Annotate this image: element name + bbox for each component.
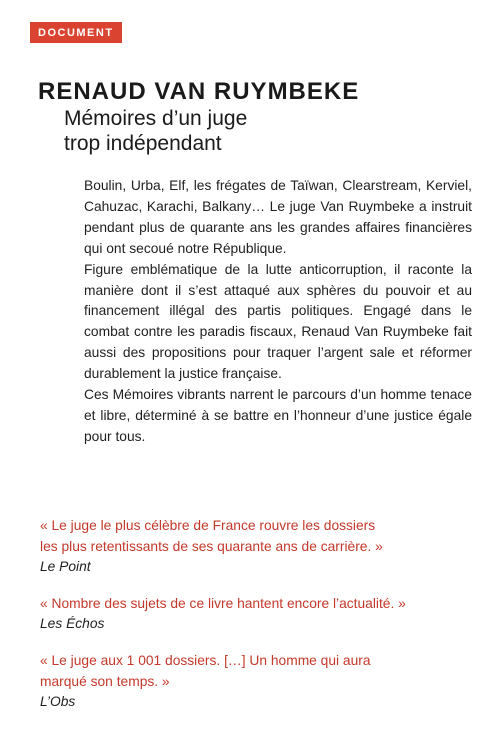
- press-quote: [40, 515, 480, 577]
- subtitle-line: trop indépendant: [64, 132, 222, 155]
- quote-text: [40, 650, 480, 692]
- quote-text: [40, 593, 480, 614]
- blurb-paragraph: Ces Mémoires vibrants narrent le parcours d’un homme tenace et libre, déterminé à se battre en l’honneur d’une justice égale pour tous.: [84, 387, 472, 444]
- press-quote: [40, 593, 480, 634]
- subtitle-line: Mémoires d’un juge: [64, 107, 248, 130]
- quote-line: « Nombre des sujets de ce livre hantent encore l’actualité. »: [40, 596, 406, 611]
- book-subtitle: [64, 106, 324, 156]
- quote-line: « Le juge le plus célèbre de France rouvre les dossiers: [40, 518, 376, 533]
- press-quotes: [40, 515, 480, 728]
- blurb-paragraph: Figure emblématique de la lutte anticorruption, il raconte la manière dont il s’est attaqué aux sphères du pouvoir et au financement illégal des partis politiques. Engagé dans le combat contre les paradis fiscaux, Renaud Van Ruymbeke fait aussi des propositions pour traquer l’argent sale et réformer durablement la justice française.: [84, 261, 472, 382]
- back-cover-blurb: [84, 176, 472, 448]
- quote-source: L’Obs: [40, 694, 76, 709]
- quote-line: les plus retentissants de ses quarante ans de carrière. »: [40, 539, 383, 554]
- quote-source: Les Échos: [40, 616, 105, 631]
- author-name: RENAUD VAN RUYMBEKE: [38, 78, 360, 105]
- press-quote: [40, 650, 480, 712]
- quote-source: Le Point: [40, 559, 91, 574]
- quote-line: « Le juge aux 1 001 dossiers. […] Un homme qui aura: [40, 653, 371, 668]
- quote-line: marqué son temps. »: [40, 674, 170, 689]
- document-badge: DOCUMENT: [30, 22, 122, 43]
- blurb-paragraph: Boulin, Urba, Elf, les frégates de Taïwan, Clearstream, Kerviel, Cahuzac, Karachi, Balkany… Le juge Van Ruymbeke a instruit pendant plus de quarante ans les grandes affaires financières qui ont secoué notre République.: [84, 178, 472, 256]
- quote-text: [40, 515, 480, 557]
